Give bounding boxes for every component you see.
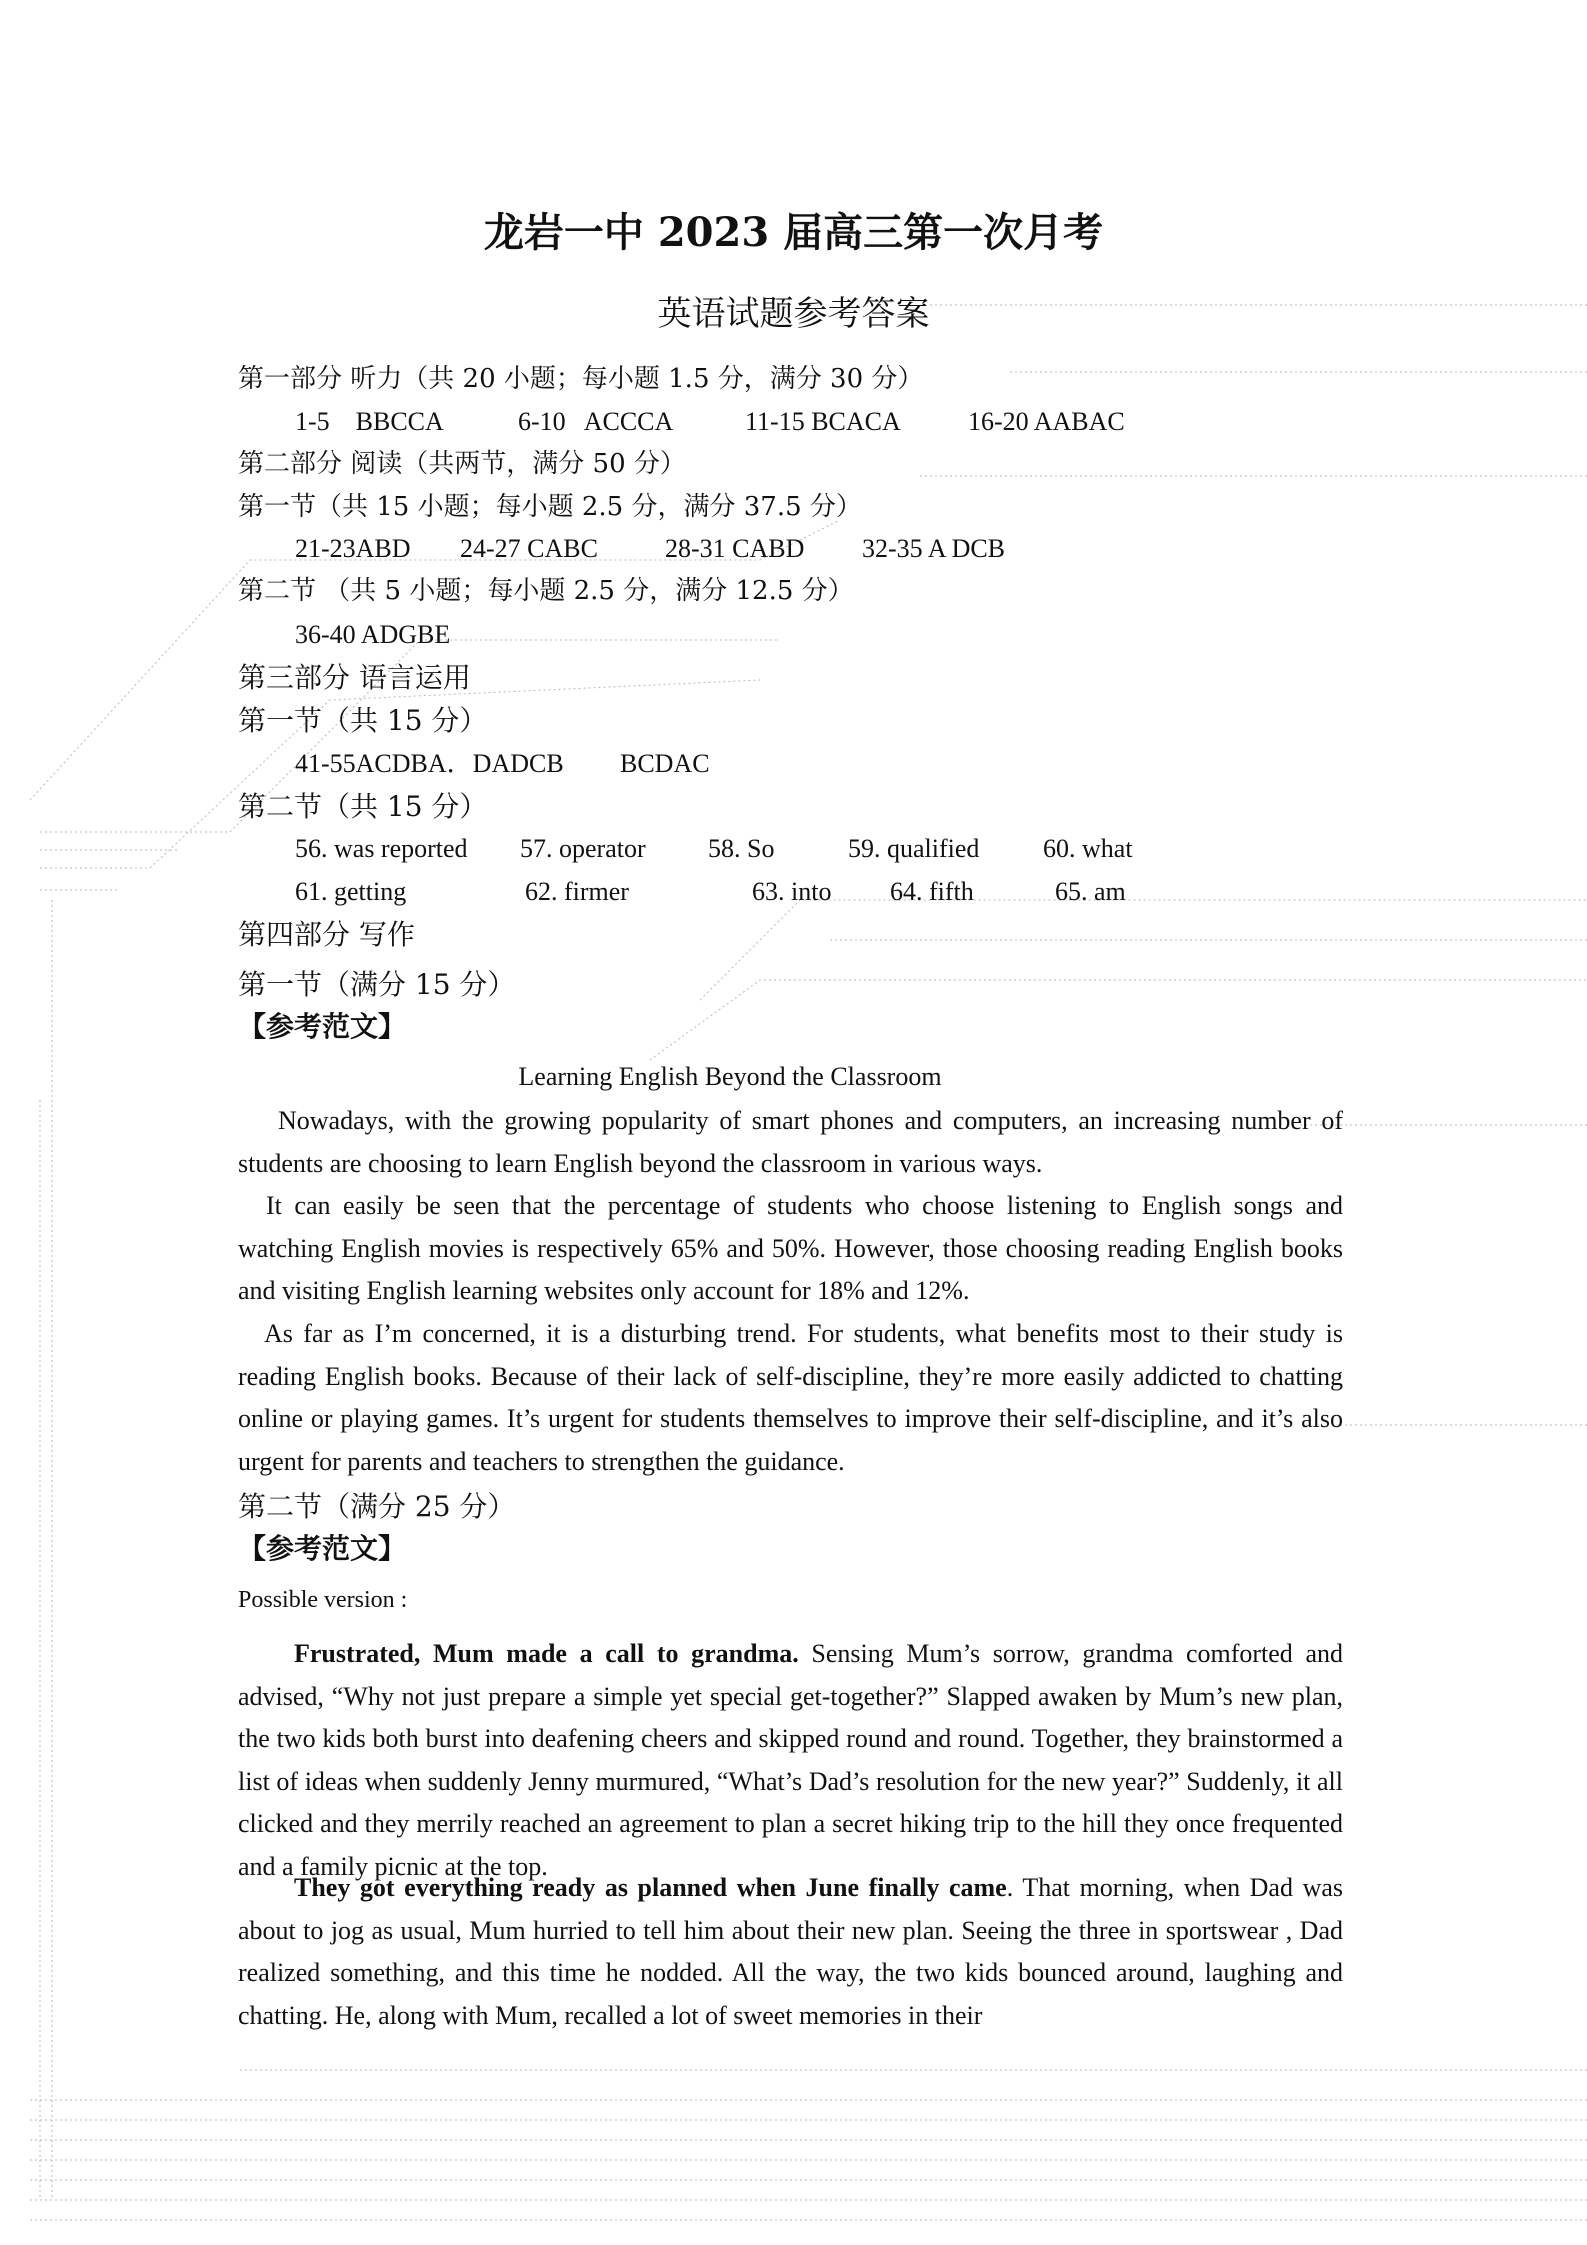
continuation-paragraph-1-body: Sensing Mum’s sorrow, grandma comforted and advised, “Why not just prepare a simple yet special get-together?” Slapped awaken by Mum’s new plan, the two kids both burst into deafening cheers and skipped round and round. Together, they brainstormed a list of ideas when suddenly Jenny murmured, “What’s Dad’s resolution for the new year?” Suddenly, it all clicked and they merrily reached an agreement to plan a secret hiking trip to the hill they once frequented and a family picnic at the top. (238, 1639, 1343, 1881)
part2-section1-answer-2: 24-27 CABC (460, 534, 598, 563)
part2-section2-answers: 36-40 ADGBE (295, 620, 451, 649)
part4-section2-sample-label: 【参考范文】 (238, 1532, 407, 1565)
part1-heading: 第一部分 听力（共 20 小题；每小题 1.5 分，满分 30 分） (238, 364, 924, 394)
part1-answer-2: 6-10 ACCCA (518, 407, 674, 436)
part4-section1-sample-label: 【参考范文】 (238, 1010, 407, 1043)
blank-answer-62: 62. firmer (525, 877, 629, 906)
blank-answer-57: 57. operator (520, 834, 646, 863)
continuation-paragraph-2-lead: They got everything ready as planned when June finally came (294, 1873, 1007, 1902)
part3-heading: 第三部分 语言运用 (238, 661, 471, 694)
part2-section2-heading: 第二节 （共 5 小题；每小题 2.5 分，满分 12.5 分） (238, 576, 854, 606)
part3-section2-heading: 第二节（共 15 分） (238, 790, 488, 823)
part1-answer-4: 16-20 AABAC (968, 407, 1125, 436)
blank-answer-64: 64. fifth (890, 877, 974, 906)
possible-version-label: Possible version : (238, 1587, 408, 1613)
part1-answer-3: 11-15 BCACA (745, 407, 901, 436)
blank-answer-60: 60. what (1043, 834, 1133, 863)
blank-answer-59: 59. qualified (848, 834, 980, 863)
part2-heading: 第二部分 阅读（共两节，满分 50 分） (238, 449, 686, 479)
part2-section1-answer-3: 28-31 CABD (665, 534, 805, 563)
part3-section1-answers-b: BCDAC (620, 749, 710, 778)
blank-answer-65: 65. am (1055, 877, 1126, 906)
blank-answer-58: 58. So (708, 834, 775, 863)
continuation-paragraph-1 (238, 1633, 1343, 1888)
blank-answer-61: 61. getting (295, 877, 407, 906)
essay-paragraph-1: Nowadays, with the growing popularity of smart phones and computers, an increasing number of students are choosing to learn English beyond the classroom in various ways. (238, 1106, 1343, 1178)
continuation-paragraph-2 (238, 1867, 1343, 2037)
part3-section1-heading: 第一节（共 15 分） (238, 704, 488, 737)
blank-answer-56: 56. was reported (295, 834, 468, 863)
page-subtitle: 英语试题参考答案 (657, 294, 930, 334)
part2-section1-answer-1: 21-23ABD (295, 534, 411, 563)
essay-title: Learning English Beyond the Classroom (518, 1062, 942, 1091)
part2-section1-heading: 第一节（共 15 小题；每小题 2.5 分，满分 37.5 分） (238, 492, 862, 522)
continuation-paragraph-2-body: . That morning, when Dad was about to jog as usual, Mum hurried to tell him about their new plan. Seeing the three in sportswear , Dad realized something, and this time he nodded. All the way, the two kids bounced around, laughing and chatting. He, along with Mum, recalled a lot of sweet memories in their (238, 1873, 1343, 2030)
blank-answer-63: 63. into (752, 877, 832, 906)
part4-section2-heading: 第二节（满分 25 分） (238, 1490, 516, 1523)
page-title: 龙岩一中 2023 届高三第一次月考 (483, 209, 1104, 256)
part3-section1-answers-a: 41-55ACDBA．DADCB (295, 749, 564, 778)
part1-answer-1: 1-5 BBCCA (295, 407, 444, 436)
part4-section1-heading: 第一节（满分 15 分） (238, 968, 516, 1001)
continuation-paragraph-1-lead: Frustrated, Mum made a call to grandma. (294, 1639, 799, 1668)
essay-paragraph-2: It can easily be seen that the percentage of students who choose listening to English songs and watching English movies is respectively 65% and 50%. However, those choosing reading English books and visiting English learning websites only account for 18% and 12%. (238, 1191, 1343, 1305)
part4-heading: 第四部分 写作 (238, 918, 415, 951)
essay-paragraph-3: As far as I’m concerned, it is a disturbing trend. For students, what benefits most to their study is reading English books. Because of their lack of self-discipline, they’re more easily addicted to chatting online or playing games. It’s urgent for students themselves to improve their self-discipline, and it’s also urgent for parents and teachers to strengthen the guidance. (238, 1319, 1343, 1476)
part2-section1-answer-4: 32-35 A DCB (862, 534, 1006, 563)
